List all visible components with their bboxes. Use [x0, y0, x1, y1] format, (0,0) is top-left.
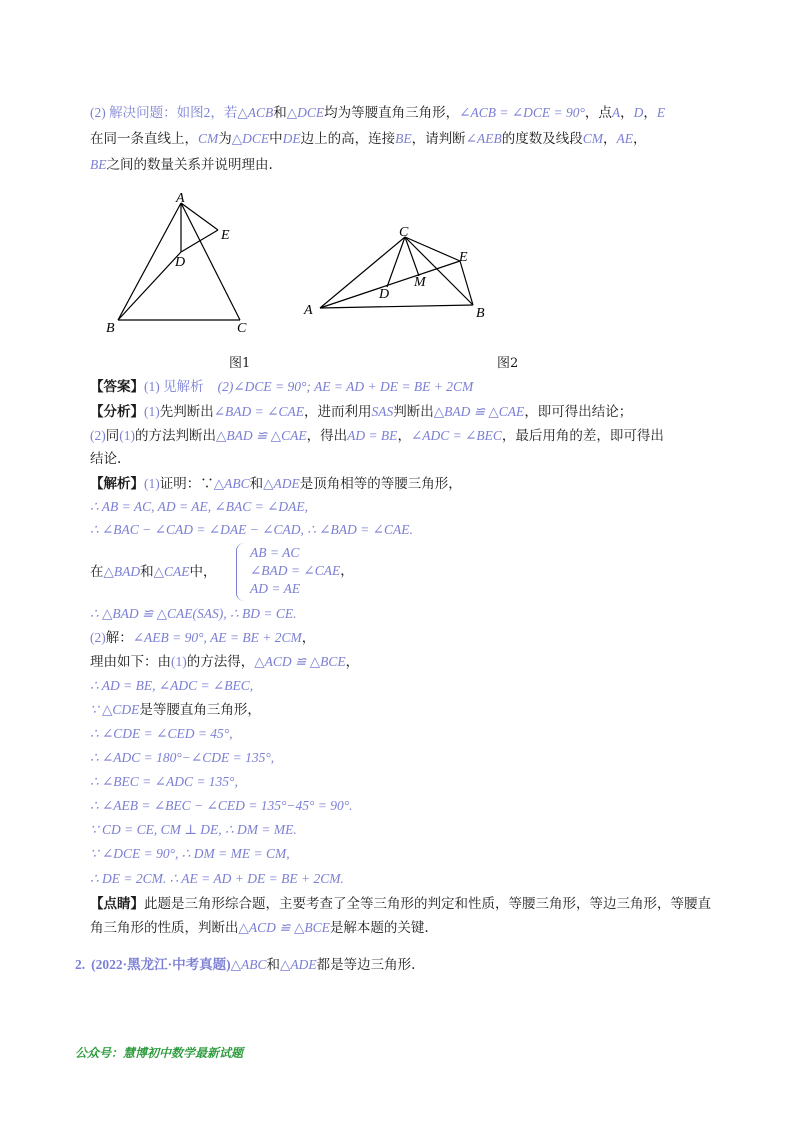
problem-line-2: [90, 129, 734, 149]
text: 均为等腰直角三角形，: [324, 105, 460, 121]
math: E: [656, 105, 666, 120]
text: 同: [105, 428, 120, 444]
math: △BAD ≌ △CAE: [216, 428, 307, 443]
solution-line-14: ∵ CD = CE, CM ⊥ DE, ∴ DM = ME.: [90, 822, 297, 837]
problem-source: (2022·黑龙江·中考真题): [91, 957, 231, 972]
math: CM: [582, 131, 603, 146]
math: △DCE: [286, 105, 325, 120]
text: 理由如下：由: [90, 654, 171, 670]
text: 在同一条直线上，: [90, 131, 198, 147]
label-e: E: [221, 228, 230, 243]
math: ∠ADC = ∠BEC: [410, 428, 502, 443]
text: 和: [140, 564, 154, 580]
answer-tag: 【答案】: [90, 379, 144, 395]
math: △CAE: [153, 564, 190, 579]
comment-line-2: [90, 918, 734, 938]
math: △ACB: [237, 105, 274, 120]
label-a: A: [176, 191, 185, 206]
text: 为: [218, 131, 232, 147]
edge-de: [181, 230, 218, 252]
problem-line-1: [90, 103, 734, 123]
solution-line-13: ∴ ∠AEB = ∠BEC − ∠CED = 135°−45° = 90°.: [90, 798, 353, 813]
analysis-line-3: 结论.: [90, 451, 122, 467]
solution-line-5: ∴ △BAD ≌ △CAE(SAS), ∴ BD = CE.: [90, 606, 297, 621]
text: 边上的高，连接: [300, 131, 396, 147]
label-d: D: [379, 287, 390, 302]
math: ∠ACB = ∠DCE = 90°: [459, 105, 585, 120]
math: BE: [90, 157, 107, 172]
math: A: [611, 105, 621, 120]
text: 的方法得，: [186, 654, 255, 670]
solution-line-1: [90, 474, 734, 494]
math: △ADE: [263, 476, 300, 491]
system-brace: [236, 543, 245, 601]
text: 和: [273, 105, 287, 121]
math: △ABC: [230, 957, 267, 972]
text: ，进而利用: [303, 404, 372, 420]
math: ∵ △CDE: [90, 702, 140, 717]
label-d: D: [175, 255, 186, 270]
analysis-line-1: [90, 402, 734, 422]
edge-ac: [181, 203, 240, 320]
text: ，: [620, 105, 634, 121]
text: 的度数及线段: [501, 131, 583, 147]
math: DE: [282, 131, 301, 146]
solution-line-8: ∴ AD = BE, ∠ADC = ∠BEC,: [90, 678, 254, 693]
text: ，即可得出结论；: [524, 404, 633, 420]
problem-line-3: [90, 155, 734, 175]
label-c: C: [399, 225, 409, 240]
math: △ABC: [213, 476, 250, 491]
solution-line-9: [90, 700, 734, 720]
text: 的方法判断出: [135, 428, 216, 444]
math: (1): [144, 404, 160, 419]
math: △ACD ≌ △BCE: [238, 920, 330, 935]
math: SAS: [371, 404, 394, 419]
math: △DCE: [231, 131, 270, 146]
math: (1): [171, 654, 187, 669]
math: (1): [119, 428, 135, 443]
math: D: [633, 105, 644, 120]
label-e: E: [459, 250, 468, 265]
text: 是顶角相等的等腰三角形，: [299, 476, 462, 492]
text: 先判断出: [159, 404, 214, 420]
comment-tag: 【点睛】: [90, 896, 144, 912]
figure-1-caption: 图1: [229, 356, 251, 371]
math: △ADE: [280, 957, 317, 972]
math: (2): [90, 428, 106, 443]
text: 中: [269, 131, 283, 147]
text: ，: [397, 428, 411, 444]
text: 判断出: [393, 404, 434, 420]
text: 在: [90, 564, 104, 580]
label-m: M: [414, 275, 426, 290]
edge-ae: [320, 261, 460, 308]
system-row-2: [250, 562, 734, 580]
text: ，: [345, 654, 360, 670]
figure-2: [298, 220, 498, 330]
solution-line-11: ∴ ∠ADC = 180°−∠CDE = 135°,: [90, 750, 275, 765]
math: CM: [198, 131, 219, 146]
math: ∠BAD = ∠CAE: [250, 563, 341, 578]
label-b: B: [476, 306, 485, 321]
footer-watermark: 公众号：慧博初中数学最新试题: [75, 1046, 244, 1060]
edge-ae: [181, 203, 218, 230]
label-a: A: [304, 303, 313, 318]
solution-line-12: ∴ ∠BEC = ∠ADC = 135°,: [90, 774, 238, 789]
text: ，得出: [306, 428, 348, 444]
text: 都是等边三角形.: [316, 957, 416, 973]
figure-1: [100, 188, 270, 338]
text: 此题是三角形综合题，主要考查了全等三角形的判定和性质，等腰三角形，等边三角形，等腰直: [144, 896, 711, 912]
text: ，: [340, 563, 354, 579]
math: (2)∠DCE = 90°; AE = AD + DE = BE + 2CM: [217, 379, 474, 394]
text: 中，: [189, 564, 217, 580]
solution-line-16: ∴ DE = 2CM. ∴ AE = AD + DE = BE + 2CM.: [90, 871, 344, 886]
text: 之间的数量关系并说明理由.: [106, 157, 273, 173]
text: 是解本题的关键.: [329, 920, 429, 936]
math: △BAD: [103, 564, 141, 579]
math: (1): [144, 476, 160, 491]
text: ，请判断: [411, 131, 466, 147]
next-problem: [75, 955, 734, 975]
solution-line-3: ∴ ∠BAC − ∠CAD = ∠DAE − ∠CAD, ∴ ∠BAD = ∠CAE.: [90, 522, 413, 537]
figure-2-caption: 图2: [497, 356, 519, 371]
problem-number: 2.: [75, 957, 86, 972]
math: ∠AEB = 90°, AE = BE + 2CM: [132, 630, 302, 645]
math: ∠AEB: [465, 131, 502, 146]
label-c: C: [237, 321, 247, 336]
solution-line-7: [90, 652, 734, 672]
solution-line-10: ∴ ∠CDE = ∠CED = 45°,: [90, 726, 233, 741]
system-row-3: AD = AE: [250, 581, 301, 596]
math: (2): [90, 630, 106, 645]
text: ，最后用角的差，即可得出: [501, 428, 664, 444]
text: ，: [301, 630, 316, 646]
text: ，: [632, 131, 647, 147]
text: 角三角形的性质，判断出: [90, 920, 239, 936]
math: (1) 见解析: [144, 379, 204, 394]
label-b: B: [106, 321, 115, 336]
text: 证明：∵: [159, 476, 214, 492]
solution-line-15: ∵ ∠DCE = 90°, ∴ DM = ME = CM,: [90, 846, 290, 861]
text: 和: [266, 957, 281, 973]
text: 是等腰直角三角形，: [139, 702, 261, 718]
text: 解：: [105, 630, 133, 646]
text: ，: [602, 131, 617, 147]
answer-line: [90, 377, 734, 397]
text: 和: [249, 476, 264, 492]
text: ，: [643, 105, 657, 121]
text: ，点: [584, 105, 612, 121]
math: AE: [616, 131, 633, 146]
solution-line-6: [90, 628, 734, 648]
math: BE: [395, 131, 412, 146]
edge-ce: [405, 237, 460, 261]
math: AD = BE: [347, 428, 398, 443]
edge-ab: [320, 305, 473, 308]
comment-line-1: [90, 894, 734, 914]
edge-cm: [405, 237, 419, 276]
system-row-1: AB = AC: [250, 545, 300, 560]
math: ∠BAD = ∠CAE: [213, 404, 304, 419]
text: (2) 解决问题：如图2，若: [90, 105, 238, 120]
solution-line-2: ∴ AB = AC, AD = AE, ∠BAC = ∠DAE,: [90, 499, 309, 514]
analysis-line-2: [90, 426, 734, 446]
analysis-tag: 【分析】: [90, 404, 144, 420]
solution-tag: 【解析】: [90, 476, 144, 492]
math: △BAD ≌ △CAE: [433, 404, 525, 419]
math: △ACD ≌ △BCE: [254, 654, 346, 669]
